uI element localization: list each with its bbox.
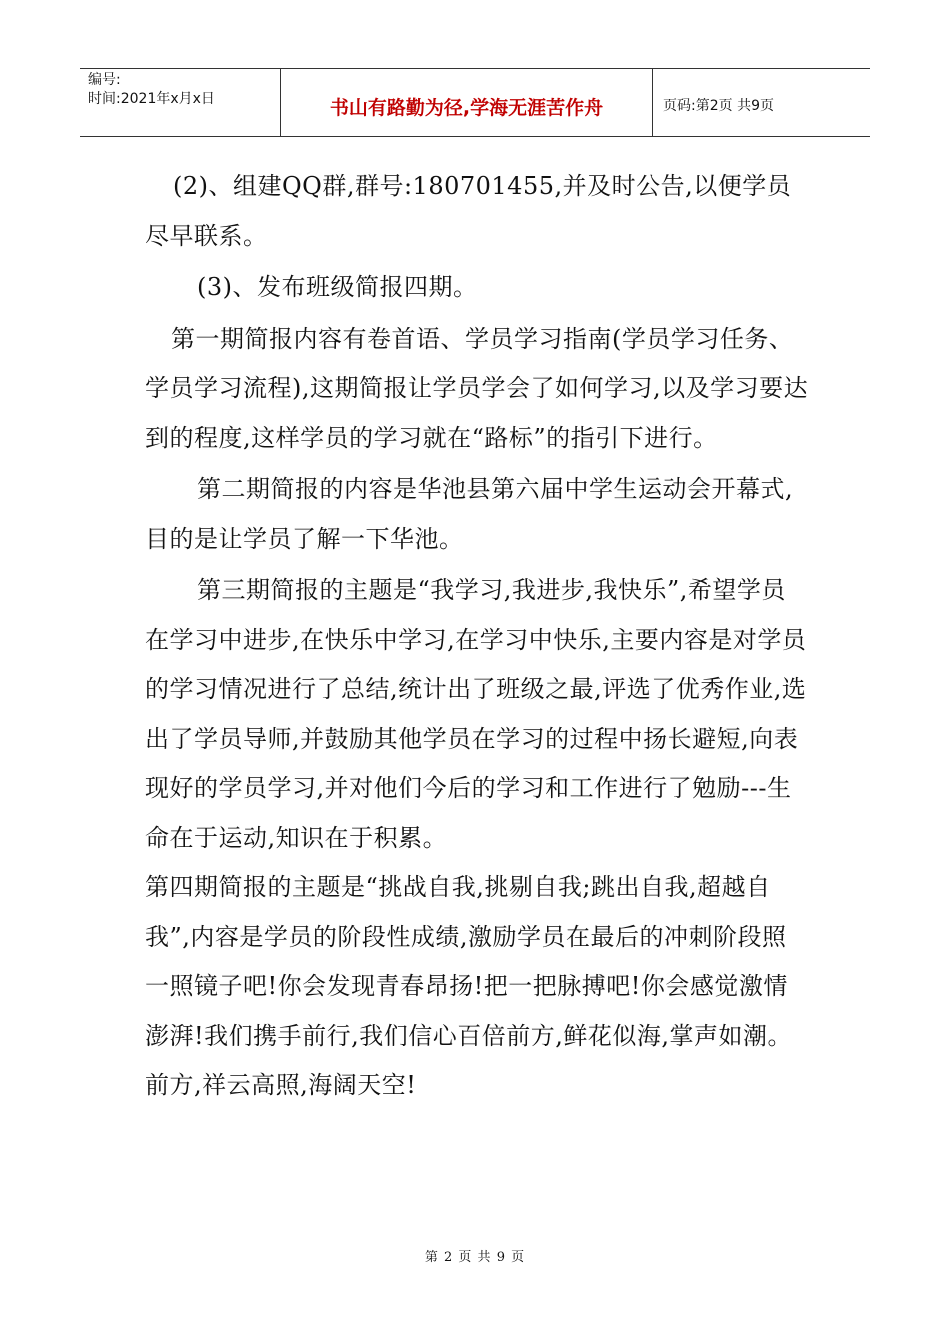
paragraph: (2)、组建QQ群,群号:180701455,并及时公告,以便学员尽早联系。 <box>145 172 792 250</box>
paragraph: 第一期简报内容有卷首语、学员学习指南(学员学习任务、学员学习流程),这期简报让学员学会了如何学习,以及学习要达到的程度,这样学员的学习就在“路标”的指引下进行。 <box>145 324 809 452</box>
page-footer: 第 2 页 共 9 页 <box>424 1250 526 1265</box>
header-motto: 书山有路勤为径,学海无涯苦作舟 <box>281 69 653 136</box>
header-meta <box>80 69 281 136</box>
document-date: 时间:2021年x月x日 <box>88 91 215 107</box>
document-body <box>145 162 810 1111</box>
header-page-number: 页码:第2页 共9页 <box>663 97 774 114</box>
document-number: 编号: <box>88 72 121 88</box>
page-header <box>80 68 870 137</box>
paragraph: 第四期简报的主题是“挑战自我,挑剔自我;跳出自我,超越自我”,内容是学员的阶段性成绩,激励学员在最后的冲刺阶段照一照镜子吧!你会发现青春昂扬!把一把脉搏吧!你会感觉激情澎湃!我们携手前行,我们信心百倍前方,鲜花似海,掌声如潮。前方,祥云高照,海阔天空! <box>145 873 793 1099</box>
paragraph: (3)、发布班级简报四期。 <box>197 273 478 301</box>
paragraph: 第三期简报的主题是“我学习,我进步,我快乐”,希望学员在学习中进步,在快乐中学习,在学习中快乐,主要内容是对学员的学习情况进行了总结,统计出了班级之最,评选了优秀作业,选出了学员导师,并鼓励其他学员在学习的过程中扬长避短,向表现好的学员学习,并对他们今后的学习和工作进行了勉励---生命在于运动,知识在于积累。 <box>145 576 807 852</box>
paragraph: 第二期简报的内容是华池县第六届中学生运动会开幕式,目的是让学员了解一下华池。 <box>145 475 794 553</box>
